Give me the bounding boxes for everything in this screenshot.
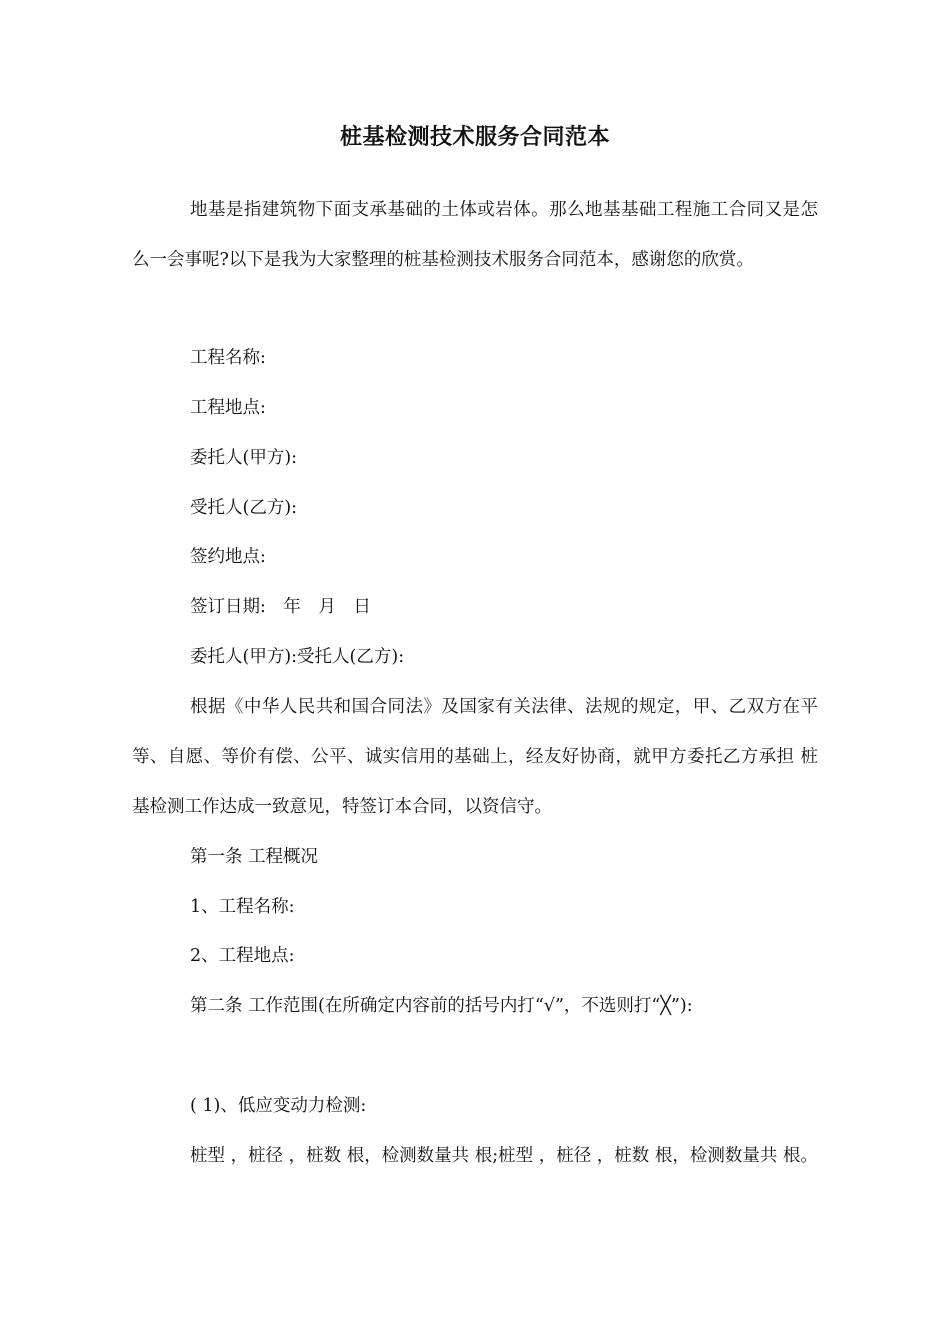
document-title: 桩基检测技术服务合同范本 [339, 125, 610, 150]
field-parties: 委托人(甲方):受托人(乙方): [190, 647, 405, 667]
field-project-name: 工程名称: [190, 348, 266, 368]
article1-heading: 第一条 工程概况 [190, 847, 319, 867]
intro-paragraph: 地基是指建筑物下面支承基础的土体或岩体。那么地基基础工程施工合同又是怎么一会事呢?以下是我为大家整理的桩基检测技术服务合同范本，感谢您的欣赏。 [132, 200, 818, 270]
field-signing-place: 签约地点: [190, 547, 266, 567]
article2-item1-detail: 桩型 ，桩径 ，桩数 根，检测数量共 根;桩型 ，桩径 ，桩数 根，检测数量共 根。 [190, 1146, 818, 1166]
preamble-paragraph: 根据《中华人民共和国合同法》及国家有关法律、法规的规定，甲、乙双方在平等、自愿、等价有偿、公平、诚实信用的基础上，经友好协商，就甲方委托乙方承担 桩基检测工作达成一致意见，特签订本合同，以资信守。 [132, 697, 818, 817]
article2-item1: ( 1)、低应变动力检测: [190, 1096, 367, 1116]
article1-item1: 1、工程名称: [190, 897, 295, 917]
field-project-location: 工程地点: [190, 398, 266, 418]
field-signing-date: 签订日期: 年 月 日 [190, 597, 371, 617]
article1-item2: 2、工程地点: [190, 946, 295, 966]
field-client: 委托人(甲方): [190, 448, 298, 468]
article2-heading: 第二条 工作范围(在所确定内容前的括号内打“√”，不选则打“╳”): [190, 996, 693, 1016]
field-contractor: 受托人(乙方): [190, 498, 298, 518]
